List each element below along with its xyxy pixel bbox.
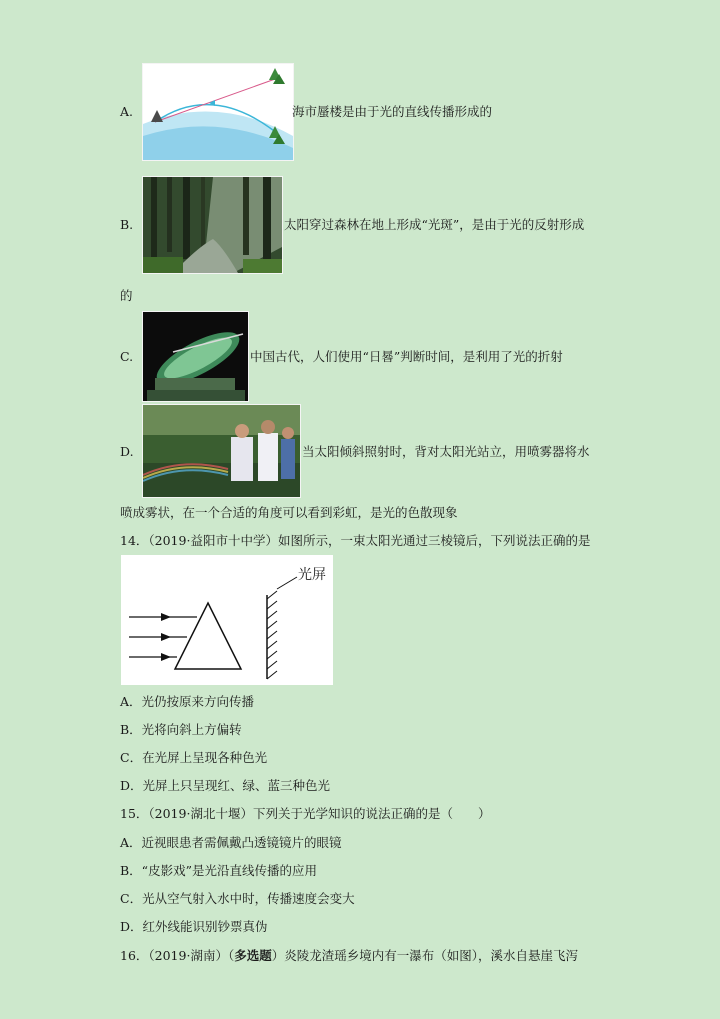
option-c-text: 中国古代，人们使用“日晷”判断时间，是利用了光的折射 bbox=[250, 349, 563, 364]
option-b-text-cont: 的 bbox=[120, 288, 133, 303]
option-d-label: D. bbox=[120, 444, 134, 459]
q15-option-c: C．光从空气射入水中时，传播速度会变大 bbox=[120, 891, 355, 906]
option-d-text: 当太阳倾斜照射时，背对太阳光站立，用喷雾器将水 bbox=[302, 444, 590, 459]
mirage-image bbox=[142, 63, 294, 161]
rainbow-spray-image bbox=[142, 404, 301, 498]
sundial-image bbox=[142, 311, 249, 402]
option-a-label: A. bbox=[120, 104, 134, 119]
forest-light-image bbox=[142, 176, 283, 274]
q16-stem-prefix: 16．（2019·湖南）（ bbox=[120, 948, 235, 963]
option-c-label: C. bbox=[120, 349, 134, 364]
q16-stem-suffix: ）炎陵龙渣瑶乡境内有一瀑布（如图），溪水自悬崖飞泻 bbox=[271, 948, 578, 963]
screen-label: 光屏 bbox=[298, 566, 326, 582]
q14-option-d: D．光屏上只呈现红、绿、蓝三种色光 bbox=[120, 778, 331, 793]
prism-diagram bbox=[121, 555, 333, 685]
q14-option-b: B．光将向斜上方偏转 bbox=[120, 722, 242, 737]
q14-option-a: A．光仍按原来方向传播 bbox=[120, 694, 255, 709]
q15-option-b: B．“皮影戏”是光沿直线传播的应用 bbox=[120, 863, 317, 878]
q14-option-c: C．在光屏上呈现各种色光 bbox=[120, 750, 268, 765]
option-a-text: 海市蜃楼是由于光的直线传播形成的 bbox=[292, 104, 493, 119]
q15-stem: 15．（2019·湖北十堰）下列关于光学知识的说法正确的是（ ） bbox=[120, 806, 491, 821]
q15-option-d: D．红外线能识别钞票真伪 bbox=[120, 919, 268, 934]
q14-stem: 14．（2019·益阳市十中学）如图所示，一束太阳光通过三棱镜后，下列说法正确的是 bbox=[120, 533, 591, 548]
q16-stem bbox=[120, 948, 578, 964]
option-b-text: 太阳穿过森林在地上形成“光斑”，是由于光的反射形成 bbox=[284, 217, 585, 232]
option-b-label: B. bbox=[120, 217, 134, 232]
option-d-text-cont: 喷成雾状，在一个合适的角度可以看到彩虹，是光的色散现象 bbox=[120, 505, 458, 520]
q15-option-a: A．近视眼患者需佩戴凸透镜镜片的眼镜 bbox=[120, 835, 342, 850]
q16-multi-select-tag: 多选题 bbox=[234, 948, 272, 963]
